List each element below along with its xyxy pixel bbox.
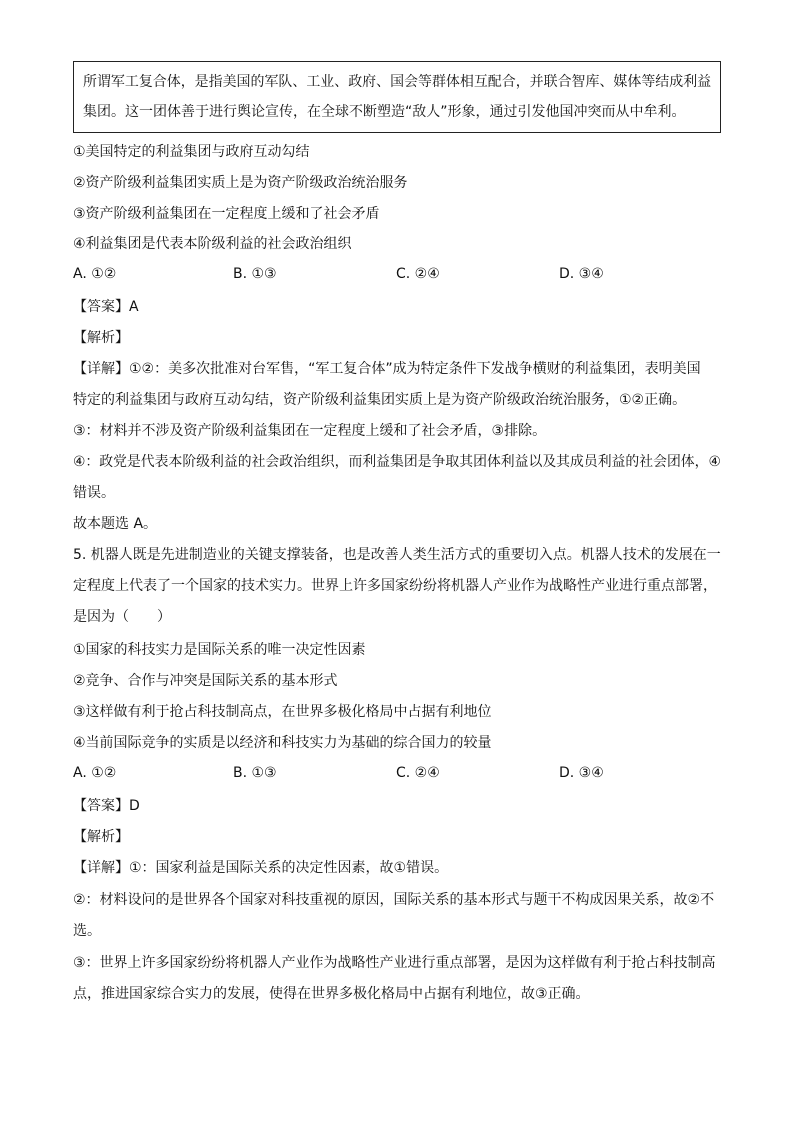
q5-detail-line-3: 选。 <box>73 923 101 939</box>
q4-options <box>73 266 721 286</box>
q4-detail-line-1: 【详解】①②：美多次批准对台军售，“军工复合体”成为特定条件下发战争横财的利益集团，表明美国 <box>73 361 701 377</box>
q4-statement-3: ③资产阶级利益集团在一定程度上缓和了社会矛盾 <box>73 206 380 222</box>
q5-detail-line-2: ②：材料设问的是世界各个国家对科技重视的原因，国际关系的基本形式与题干不构成因果关系，故②不 <box>73 892 715 908</box>
q5-detail-line-1: 【详解】①：国家利益是国际关系的决定性因素，故①错误。 <box>73 860 449 876</box>
q5-detail-line-5: 点，推进国家综合实力的发展，使得在世界多极化格局中占据有利地位，故③正确。 <box>73 986 590 1002</box>
q4-statement-4: ④利益集团是代表本阶级利益的社会政治组织 <box>73 236 352 252</box>
q5-stem-line-2: 定程度上代表了一个国家的技术实力。世界上许多国家纷纷将机器人产业作为战略性产业进行重点部署， <box>73 578 717 594</box>
q5-answer: 【答案】D <box>73 798 140 814</box>
q5-statement-2: ②竞争、合作与冲突是国际关系的基本形式 <box>73 673 338 689</box>
q5-option-b: B. ①③ <box>233 765 277 781</box>
q4-conclusion: 故本题选 A。 <box>73 516 158 532</box>
q4-option-a: A. ①② <box>73 266 117 282</box>
q4-detail-line-5: 错误。 <box>73 485 115 501</box>
q5-options <box>73 765 721 785</box>
q5-stem-line-3: 是因为（ ） <box>73 609 171 625</box>
material-line-1: 所谓军工复合体，是指美国的军队、工业、政府、国会等群体相互配合，并联合智库、媒体等结成利益 <box>83 74 712 90</box>
q4-option-d: D. ③④ <box>559 266 604 282</box>
q5-statement-3: ③这样做有利于抢占科技制高点，在世界多极化格局中占据有利地位 <box>73 704 492 720</box>
material-line-2: 集团。这一团体善于进行舆论宣传，在全球不断塑造“敌人”形象，通过引发他国冲突而从中牟利。 <box>83 104 686 120</box>
q4-statement-2: ②资产阶级利益集团实质上是为资产阶级政治统治服务 <box>73 175 408 191</box>
q5-analysis-label: 【解析】 <box>73 829 129 845</box>
q4-option-c: C. ②④ <box>396 266 440 282</box>
q5-option-d: D. ③④ <box>559 765 604 781</box>
q4-statement-1: ①美国特定的利益集团与政府互动勾结 <box>73 144 310 160</box>
q4-detail-line-3: ③：材料并不涉及资产阶级利益集团在一定程度上缓和了社会矛盾，③排除。 <box>73 423 547 439</box>
q4-detail-line-4: ④：政党是代表本阶级利益的社会政治组织，而利益集团是争取其团体利益以及其成员利益的社会团体，④ <box>73 454 721 470</box>
q5-statement-1: ①国家的科技实力是国际关系的唯一决定性因素 <box>73 642 366 658</box>
q5-detail-line-4: ③：世界上许多国家纷纷将机器人产业作为战略性产业进行重点部署，是因为这样做有利于抢占科技制高 <box>73 955 716 971</box>
q4-option-b: B. ①③ <box>233 266 277 282</box>
q4-answer: 【答案】A <box>73 299 139 315</box>
q5-option-c: C. ②④ <box>396 765 440 781</box>
q5-statement-4: ④当前国际竞争的实质是以经济和科技实力为基础的综合国力的较量 <box>73 735 492 751</box>
material-box <box>73 61 721 133</box>
q5-stem-line-1: 5. 机器人既是先进制造业的关键支撑装备，也是改善人类生活方式的重要切入点。机器人技术的发展在一 <box>73 547 721 563</box>
q4-detail-line-2: 特定的利益集团与政府互动勾结，资产阶级利益集团实质上是为资产阶级政治统治服务，①②正确。 <box>73 392 687 408</box>
q5-option-a: A. ①② <box>73 765 117 781</box>
q4-analysis-label: 【解析】 <box>73 330 129 346</box>
